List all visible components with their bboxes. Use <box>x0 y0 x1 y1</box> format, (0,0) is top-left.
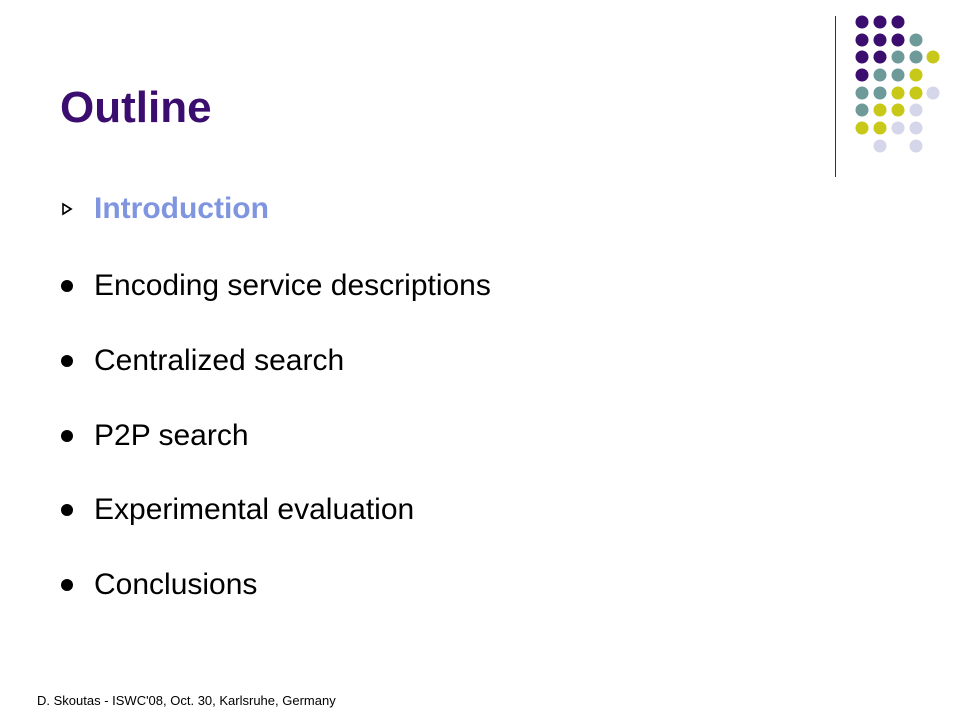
decoration-dot <box>910 34 923 47</box>
outline-item-centralized-search <box>60 341 660 381</box>
decoration-dot <box>856 104 869 117</box>
arrow-bullet-icon <box>60 202 94 216</box>
decoration-dot <box>910 87 923 100</box>
decoration-dot <box>856 87 869 100</box>
decoration-dot <box>874 87 887 100</box>
dot-grid-decoration <box>0 0 960 200</box>
decoration-dot <box>874 69 887 82</box>
decoration-dot <box>874 104 887 117</box>
decoration-dot <box>910 104 923 117</box>
decoration-dot <box>874 34 887 47</box>
decoration-dot <box>927 51 940 64</box>
decoration-dot <box>910 140 923 153</box>
outline-item-introduction <box>60 189 660 229</box>
decoration-dot <box>874 51 887 64</box>
outline-item-label: Centralized search <box>94 344 345 377</box>
disc-bullet-icon <box>60 355 94 367</box>
outline-item-label: P2P search <box>94 419 249 452</box>
disc-bullet-icon <box>60 579 94 591</box>
decoration-dot <box>856 16 869 29</box>
disc-bullet-icon <box>60 504 94 516</box>
decoration-dot <box>910 122 923 135</box>
outline-item-label: Encoding service descriptions <box>94 269 491 302</box>
outline-item-label: Experimental evaluation <box>94 493 415 526</box>
outline-item-label: Conclusions <box>94 568 258 601</box>
decoration-dot <box>910 69 923 82</box>
decoration-dot <box>874 140 887 153</box>
outline-item-conclusions <box>60 565 660 605</box>
decoration-dot <box>874 16 887 29</box>
outline-item-encoding <box>60 266 660 306</box>
decoration-dot <box>910 51 923 64</box>
decoration-dot <box>874 122 887 135</box>
outline-item-experimental-evaluation <box>60 490 660 530</box>
decoration-dot <box>856 34 869 47</box>
outline-item-p2p-search <box>60 416 660 456</box>
disc-bullet-icon <box>60 430 94 442</box>
slide-title: Outline <box>60 83 212 132</box>
decoration-dot <box>892 51 905 64</box>
decoration-dot <box>892 69 905 82</box>
decoration-dot <box>892 34 905 47</box>
decoration-dot <box>856 51 869 64</box>
decoration-dot <box>856 69 869 82</box>
slide-footer: D. Skoutas - ISWC'08, Oct. 30, Karlsruhe, Germany <box>37 693 336 708</box>
decoration-dot <box>927 87 940 100</box>
decoration-dot <box>856 122 869 135</box>
disc-bullet-icon <box>60 280 94 292</box>
decoration-dot <box>892 87 905 100</box>
decoration-dot <box>892 122 905 135</box>
outline-item-label: Introduction <box>94 192 269 225</box>
decoration-dot <box>892 16 905 29</box>
decoration-dot <box>892 104 905 117</box>
